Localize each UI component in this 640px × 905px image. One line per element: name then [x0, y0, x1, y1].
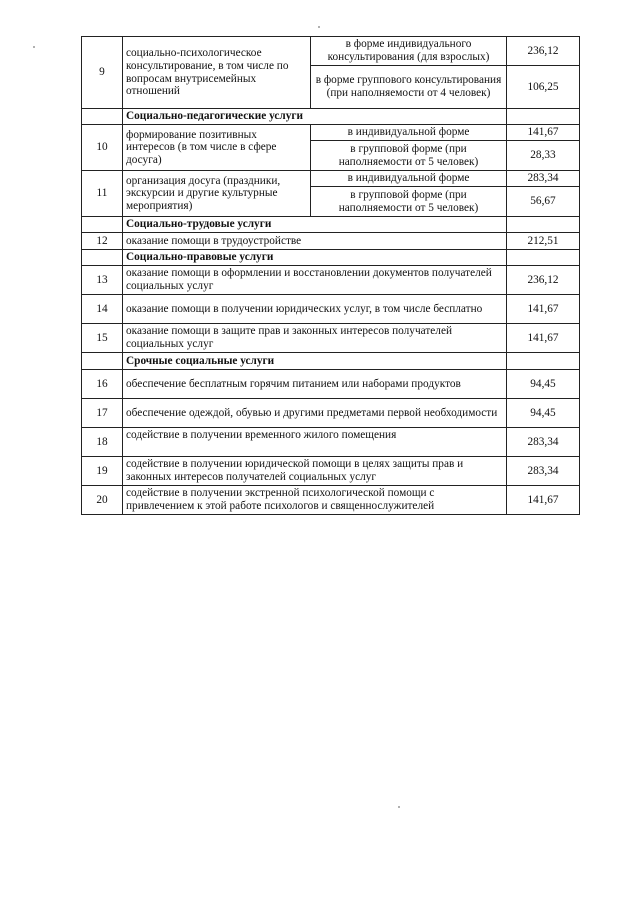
row-number: 18 — [82, 428, 123, 457]
price-cell: 56,67 — [507, 187, 580, 217]
row-number: 17 — [82, 399, 123, 428]
section-row — [82, 250, 580, 266]
section-title: Социально-трудовые услуги — [123, 217, 507, 233]
row-number: 11 — [82, 171, 123, 217]
table-row — [82, 428, 580, 457]
service-form: в групповой форме (при наполняемости от 5 человек) — [311, 141, 507, 171]
price-cell: 141,67 — [507, 295, 580, 324]
scan-speck — [398, 806, 400, 808]
service-form: в групповой форме (при наполняемости от 5 человек) — [311, 187, 507, 217]
table-row — [82, 233, 580, 250]
price-cell: 212,51 — [507, 233, 580, 250]
table-row — [82, 457, 580, 486]
service-name: оказание помощи в защите прав и законных интересов получателей социальных услуг — [123, 324, 507, 353]
row-number: 20 — [82, 486, 123, 515]
row-number: 9 — [82, 37, 123, 109]
table-row — [82, 370, 580, 399]
table-row — [82, 266, 580, 295]
price-cell: 94,45 — [507, 370, 580, 399]
row-number: 14 — [82, 295, 123, 324]
service-name: формирование позитивных интересов (в том числе в сфере досуга) — [123, 125, 311, 171]
row-number: 19 — [82, 457, 123, 486]
tariff-table — [81, 36, 580, 515]
price-cell: 94,45 — [507, 399, 580, 428]
table-row — [82, 486, 580, 515]
section-row — [82, 109, 580, 125]
price-cell: 236,12 — [507, 266, 580, 295]
table-row — [82, 37, 580, 66]
row-number: 12 — [82, 233, 123, 250]
service-name: социально-психологическое консультирование, в том числе по вопросам внутрисемейных отношений — [123, 37, 311, 109]
service-name: содействие в получении временного жилого помещения — [123, 428, 507, 457]
table-row — [82, 324, 580, 353]
scan-speck — [33, 46, 35, 48]
price-cell: 236,12 — [507, 37, 580, 66]
section-title: Социально-правовые услуги — [123, 250, 507, 266]
service-form: в форме индивидуального консультирования (для взрослых) — [311, 37, 507, 66]
price-cell: 283,34 — [507, 457, 580, 486]
service-name: организация досуга (праздники, экскурсии и другие культурные мероприятия) — [123, 171, 311, 217]
service-form: в индивидуальной форме — [311, 171, 507, 187]
scan-speck — [318, 26, 320, 28]
service-form: в форме группового консультирования (при наполняемости от 4 человек) — [311, 66, 507, 109]
row-number: 10 — [82, 125, 123, 171]
table-row — [82, 399, 580, 428]
service-name: содействие в получении экстренной психологической помощи с привлечением к этой работе психологов и священнослужителей — [123, 486, 507, 515]
service-name: оказание помощи в получении юридических услуг, в том числе бесплатно — [123, 295, 507, 324]
section-title: Социально-педагогические услуги — [123, 109, 507, 125]
service-form: в индивидуальной форме — [311, 125, 507, 141]
service-name: обеспечение одеждой, обувью и другими предметами первой необходимости — [123, 399, 507, 428]
price-cell: 141,67 — [507, 125, 580, 141]
row-number: 13 — [82, 266, 123, 295]
price-cell: 283,34 — [507, 428, 580, 457]
price-cell: 106,25 — [507, 66, 580, 109]
section-row — [82, 217, 580, 233]
price-cell: 141,67 — [507, 324, 580, 353]
price-cell: 141,67 — [507, 486, 580, 515]
table-row — [82, 171, 580, 187]
section-title: Срочные социальные услуги — [123, 353, 507, 370]
service-name: обеспечение бесплатным горячим питанием или наборами продуктов — [123, 370, 507, 399]
table-row — [82, 125, 580, 141]
service-name: содействие в получении юридической помощи в целях защиты прав и законных интересов получателей социальных услуг — [123, 457, 507, 486]
service-name: оказание помощи в оформлении и восстановлении документов получателей социальных услуг — [123, 266, 507, 295]
service-name: оказание помощи в трудоустройстве — [123, 233, 507, 250]
row-number: 15 — [82, 324, 123, 353]
price-cell: 28,33 — [507, 141, 580, 171]
price-cell: 283,34 — [507, 171, 580, 187]
row-number: 16 — [82, 370, 123, 399]
section-row — [82, 353, 580, 370]
table-row — [82, 295, 580, 324]
